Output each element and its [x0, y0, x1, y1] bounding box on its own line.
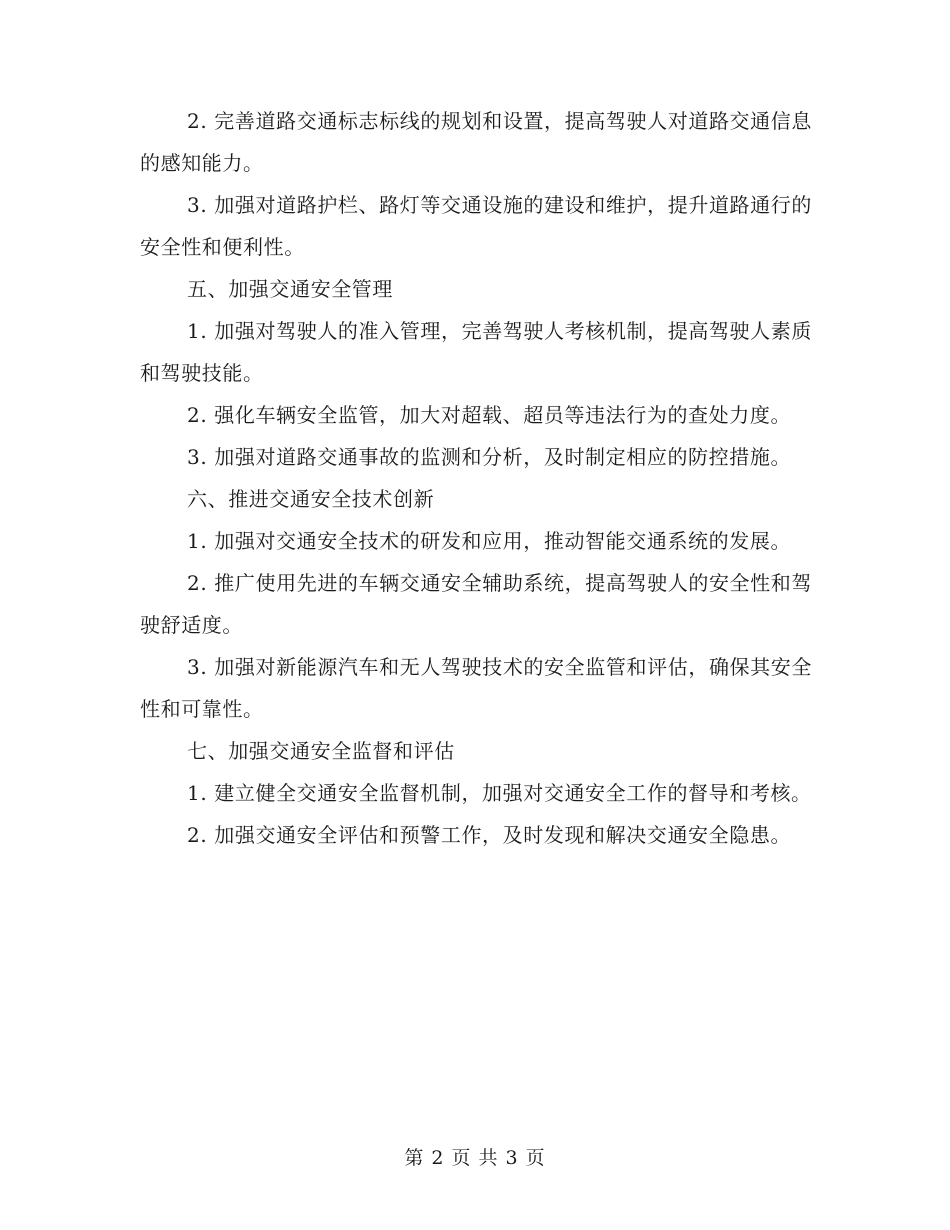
- section-heading-5: 五、加强交通安全管理: [187, 277, 393, 301]
- paragraph-item-2-risk-warning: 2. 加强交通安全评估和预警工作，及时发现和解决交通安全隐患。: [187, 823, 792, 847]
- paragraph-item-1-supervision-mechanism: 1. 建立健全交通安全监督机制，加强对交通安全工作的督导和考核。: [187, 781, 812, 805]
- document-body: [140, 100, 812, 856]
- paragraph-item-2-assist-systems: 2. 推广使用先进的车辆交通安全辅助系统，提高驾驶人的安全性和驾驶舒适度。: [140, 571, 812, 637]
- section-heading-6: 六、推进交通安全技术创新: [187, 487, 435, 511]
- paragraph-item-3-new-energy: 3. 加强对新能源汽车和无人驾驶技术的安全监管和评估，确保其安全性和可靠性。: [140, 655, 812, 721]
- section-heading-7: 七、加强交通安全监督和评估: [187, 739, 455, 763]
- paragraph-item-3-facilities: 3. 加强对道路护栏、路灯等交通设施的建设和维护，提升道路通行的安全性和便利性。: [140, 193, 812, 259]
- page-number-footer: 第 2 页 共 3 页: [404, 1147, 546, 1169]
- paragraph-item-1-driver-access: 1. 加强对驾驶人的准入管理，完善驾驶人考核机制，提高驾驶人素质和驾驶技能。: [140, 319, 812, 385]
- paragraph-item-2-signage: 2. 完善道路交通标志标线的规划和设置，提高驾驶人对道路交通信息的感知能力。: [140, 109, 812, 175]
- paragraph-item-1-tech-rnd: 1. 加强对交通安全技术的研发和应用，推动智能交通系统的发展。: [187, 529, 792, 553]
- paragraph-item-3-accident-monitoring: 3. 加强对道路交通事故的监测和分析，及时制定相应的防控措施。: [187, 445, 792, 469]
- paragraph-item-2-vehicle-supervision: 2. 强化车辆安全监管，加大对超载、超员等违法行为的查处力度。: [187, 403, 792, 427]
